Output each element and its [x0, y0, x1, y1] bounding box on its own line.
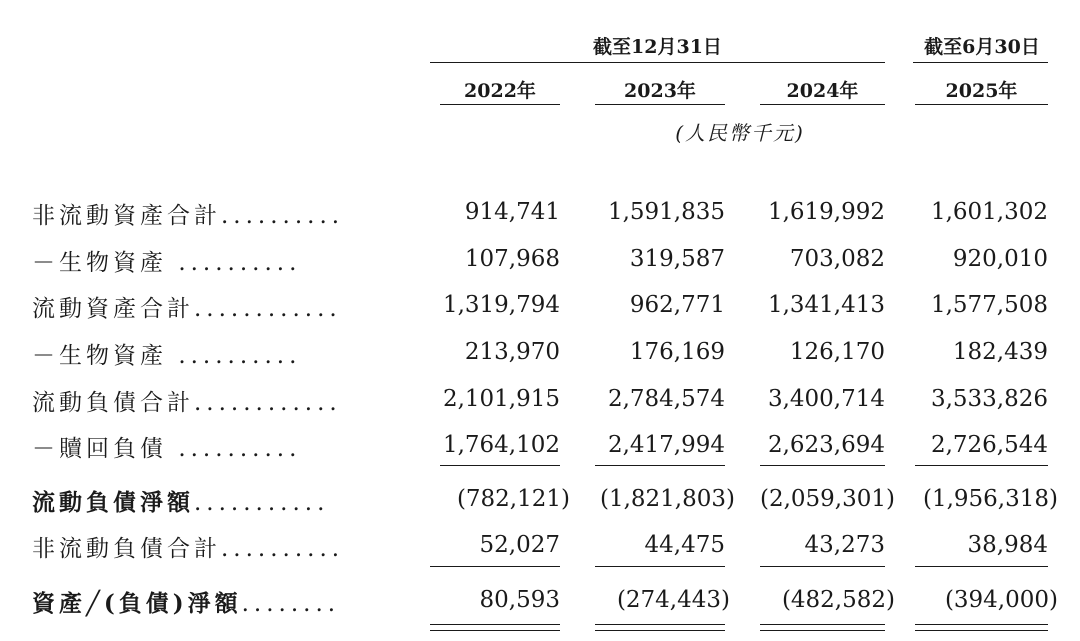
- total-double-rule: [760, 630, 885, 631]
- row-label-net-current-liabilities: 流動負債淨額...........: [32, 489, 330, 516]
- total-double-rule: [915, 630, 1048, 631]
- cell-value: 914,741: [464, 199, 560, 225]
- cell-value: 2,726,544: [930, 432, 1048, 458]
- cell-value: 2,623,694: [767, 432, 885, 458]
- cell-value: 3,400,714: [767, 386, 885, 412]
- cell-value: 182,439: [952, 339, 1048, 365]
- cell-value: 38,984: [967, 532, 1048, 558]
- total-rule-top: [760, 566, 885, 567]
- year-header-2025: 2025年: [945, 80, 1018, 102]
- row-label-biological-assets-current: －生物資產 ..........: [32, 343, 302, 369]
- cell-value: 1,319,794: [442, 292, 560, 318]
- cell-value: 703,082: [789, 246, 885, 272]
- total-double-rule: [430, 624, 560, 625]
- subtotal-rule: [595, 465, 725, 466]
- cell-value: 3,533,826: [930, 386, 1048, 412]
- cell-value: 213,970: [464, 339, 560, 365]
- cell-value: (1,821,803): [599, 486, 735, 512]
- cell-value: 1,619,992: [767, 199, 885, 225]
- cell-value: 107,968: [464, 246, 560, 272]
- header-group-december-rule: [430, 62, 885, 63]
- year-rule-2022: [440, 104, 560, 105]
- row-label-current-liabilities: 流動負債合計............: [32, 390, 342, 416]
- subtotal-rule: [915, 465, 1048, 466]
- cell-value: 2,417,994: [607, 432, 725, 458]
- cell-value: 2,101,915: [442, 386, 560, 412]
- cell-value: 1,764,102: [442, 432, 560, 458]
- row-label-biological-assets-noncurrent: －生物資產 ..........: [32, 250, 302, 276]
- year-header-2024: 2024年: [786, 80, 859, 102]
- unit-label: (人民幣千元): [675, 121, 805, 145]
- subtotal-rule: [760, 465, 885, 466]
- cell-value: 43,273: [804, 532, 885, 558]
- cell-value: (1,956,318): [922, 486, 1058, 512]
- cell-value: 319,587: [629, 246, 725, 272]
- row-label-current-assets: 流動資產合計............: [32, 296, 342, 322]
- row-label-redemption-liabilities: －贖回負債 ..........: [32, 436, 302, 462]
- header-group-june: 截至6月30日: [924, 36, 1040, 58]
- cell-value: 962,771: [629, 292, 725, 318]
- cell-value: 1,591,835: [607, 199, 725, 225]
- year-rule-2023: [595, 104, 725, 105]
- year-header-2022: 2022年: [464, 80, 536, 102]
- cell-value: (274,443): [616, 587, 730, 613]
- cell-value: 1,341,413: [767, 292, 885, 318]
- total-double-rule: [595, 630, 725, 631]
- header-group-december: 截至12月31日: [593, 36, 722, 58]
- year-header-2023: 2023年: [624, 80, 696, 102]
- cell-value: 176,169: [629, 339, 725, 365]
- total-double-rule: [915, 624, 1048, 625]
- year-rule-2025: [915, 104, 1048, 105]
- cell-value: 2,784,574: [607, 386, 725, 412]
- cell-value: (2,059,301): [759, 486, 895, 512]
- total-rule-top: [430, 566, 560, 567]
- cell-value: 52,027: [479, 532, 560, 558]
- cell-value: 920,010: [952, 246, 1048, 272]
- total-double-rule: [595, 624, 725, 625]
- header-group-june-rule: [913, 62, 1048, 63]
- total-double-rule: [430, 630, 560, 631]
- row-label-noncurrent-assets: 非流動資產合計..........: [32, 203, 345, 229]
- row-label-net-assets-liabilities: 資產╱(負債)淨額........: [32, 590, 341, 617]
- cell-value: (482,582): [781, 587, 895, 613]
- total-rule-top: [595, 566, 725, 567]
- cell-value: 126,170: [789, 339, 885, 365]
- total-double-rule: [760, 624, 885, 625]
- cell-value: 1,577,508: [930, 292, 1048, 318]
- cell-value: (782,121): [456, 486, 570, 512]
- cell-value: 1,601,302: [930, 199, 1048, 225]
- year-rule-2024: [760, 104, 885, 105]
- subtotal-rule: [440, 465, 560, 466]
- cell-value: (394,000): [944, 587, 1058, 613]
- cell-value: 80,593: [479, 587, 560, 613]
- cell-value: 44,475: [644, 532, 725, 558]
- row-label-noncurrent-liabilities: 非流動負債合計..........: [32, 536, 345, 562]
- total-rule-top: [915, 566, 1048, 567]
